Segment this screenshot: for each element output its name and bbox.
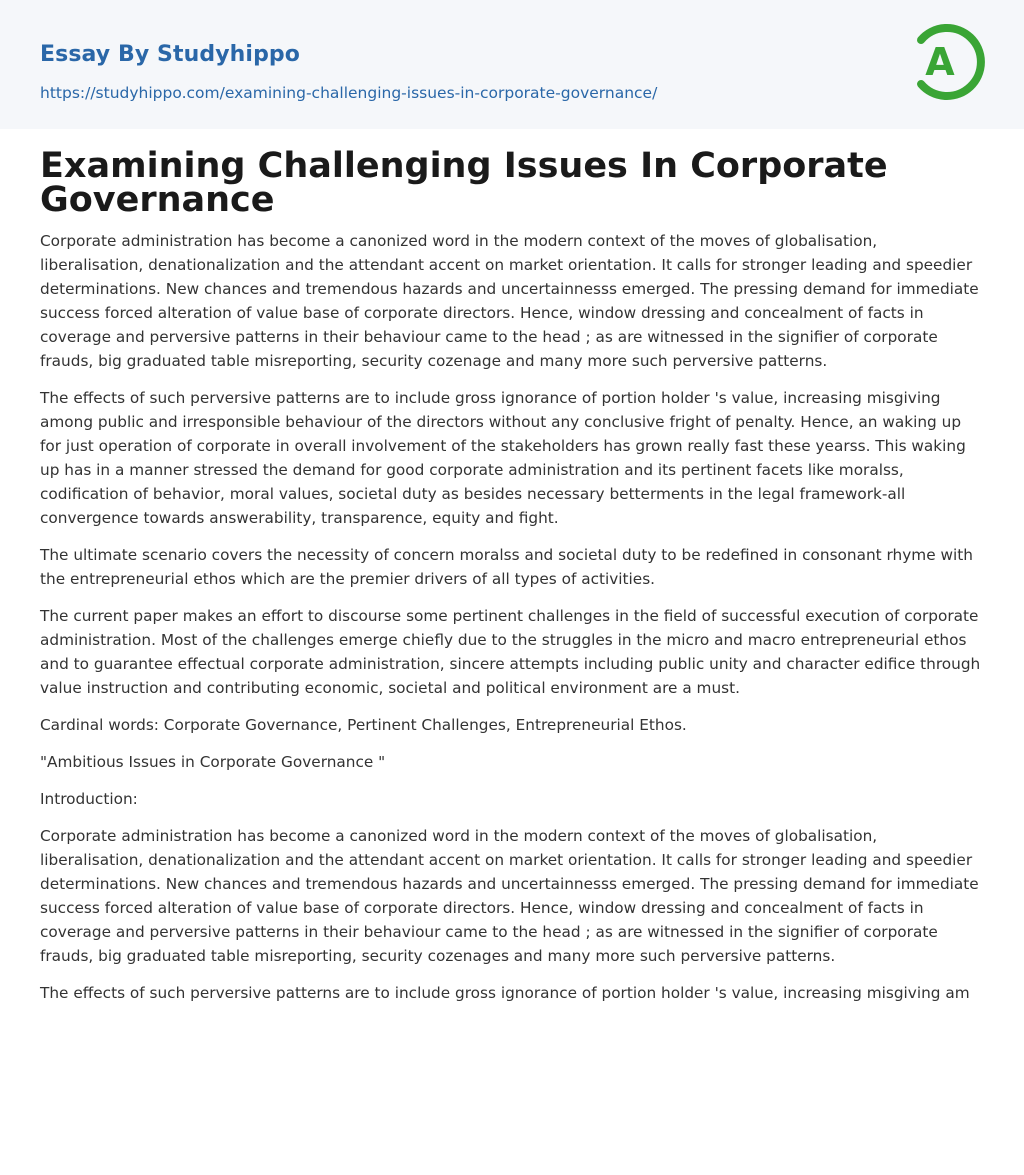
paragraph: The effects of such perversive patterns are to include gross ignorance of portion holder 's value, increasing misgiving among public and irresponsible behaviour of the directors without any conclusive fright of penalty. Hence, an waking up for just operation of corporate in overall involvement of the stakeholders has grown really fast these yearss. This waking up has in a manner stressed the demand for good corporate administration and its pertinent facets like moralss, codification of behavior, moral values, societal duty as besides necessary betterments in the legal framework-all convergence towards answerability, transparence, equity and fight.	[40, 389, 966, 527]
site-brand[interactable]: Essay By Studyhippo	[40, 42, 300, 67]
paragraph: Corporate administration has become a canonized word in the modern context of the moves of globalisation, liberalisation, denationalization and the attendant accent on market orientation. It calls for stronger leading and speedier determinations. New chances and tremendous hazards and uncertainnesss emerged. The pressing demand for immediate success forced alteration of value base of corporate directors. Hence, window dressing and concealment of facts in coverage and perversive patterns in their behaviour came to the head ; as are witnessed in the signifier of corporate frauds, big graduated table misreporting, security cozenage and many more such perversive patterns.	[40, 232, 979, 370]
page-title: Examining Challenging Issues In Corporate Governance	[40, 146, 888, 220]
article	[0, 146, 1024, 1005]
site-header	[0, 0, 1024, 129]
paragraph: The ultimate scenario covers the necessity of concern moralss and societal duty to be redefined in consonant rhyme with the entrepreneurial ethos which are the premier drivers of all types of activities.	[40, 546, 973, 588]
paragraph: Corporate administration has become a canonized word in the modern context of the moves of globalisation, liberalisation, denationalization and the attendant accent on market orientation. It calls for stronger leading and speedier determinations. New chances and tremendous hazards and uncertainnesss emerged. The pressing demand for immediate success forced alteration of value base of corporate directors. Hence, window dressing and concealment of facts in coverage and perversive patterns in their behaviour came to the head ; as are witnessed in the signifier of corporate frauds, big graduated table misreporting, security cozenages and many more such perversive patterns.	[40, 827, 979, 965]
paragraph: The current paper makes an effort to discourse some pertinent challenges in the field of successful execution of corporate administration. Most of the challenges emerge chiefly due to the struggles in the micro and macro entrepreneurial ethos and to guarantee effectual corporate administration, sincere attempts including public unity and character edifice through value instruction and contributing economic, societal and political environment are a must.	[40, 607, 981, 697]
keywords-line: Cardinal words: Corporate Governance, Pertinent Challenges, Entrepreneurial Ethos.	[40, 716, 687, 734]
section-heading-introduction: Introduction:	[40, 790, 138, 808]
paragraph-truncated: The effects of such perversive patterns are to include gross ignorance of portion holder 's value, increasing misgiving am	[40, 984, 970, 1002]
essay-url-link[interactable]: https://studyhippo.com/examining-challenging-issues-in-corporate-governance/	[40, 84, 658, 102]
studyhippo-logo-icon[interactable]	[912, 19, 986, 105]
logo-letter: A	[925, 40, 955, 84]
section-quote: "Ambitious Issues in Corporate Governance "	[40, 753, 386, 771]
